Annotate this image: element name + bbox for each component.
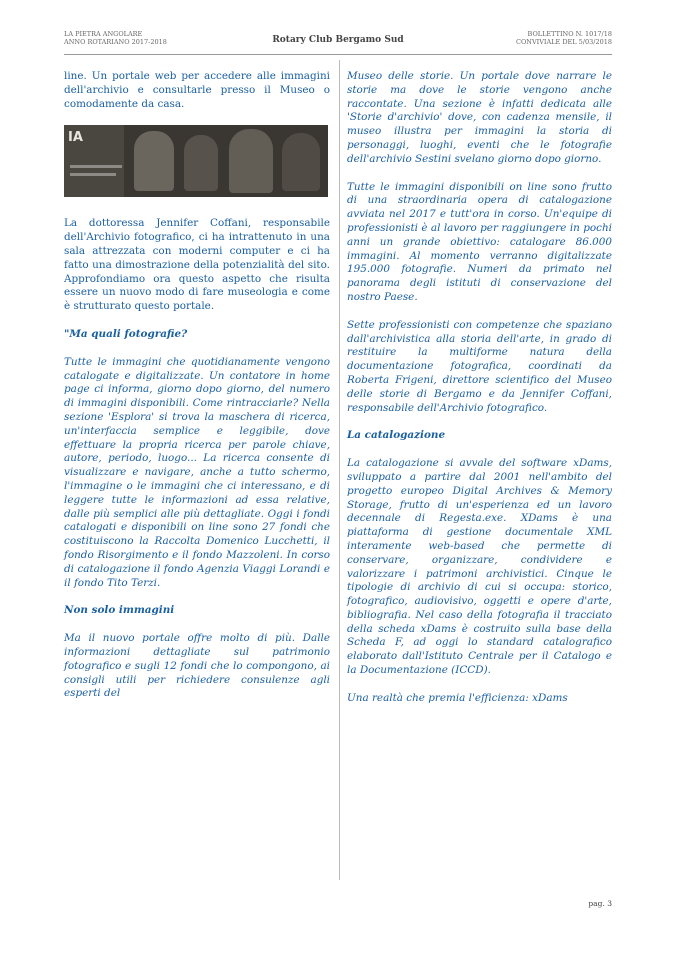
section-heading-fotografie: "Ma quali fotografie? xyxy=(64,327,188,340)
header-title: Rotary Club Bergamo Sud xyxy=(272,35,404,45)
header-left-line1: LA PIETRA ANGOLARE xyxy=(64,30,143,38)
right-paragraph-5: Una realtà che premia l'efficienza: xDams xyxy=(347,691,568,704)
archive-photo xyxy=(64,125,328,197)
right-paragraph-3: Sette professionisti con competenze che spaziano dall'archivistica alla storia dell'arte, in grado di restituire la multiforme natura della documentazione fotografica, coordinati da Roberta Frigeni, direttore scientifico del Museo delle storie di Bergamo e da Jennifer Coffani, responsabile dell'Archivio fotografico. xyxy=(347,318,612,414)
section-heading-immagini: Non solo immagini xyxy=(64,604,175,617)
left-paragraph-3: Tutte le immagini che quotidianamente vengono catalogate e digitalizzate. Un contatore in home page ci informa, giorno dopo giorno, del numero di immagini disponibili. Come rintracciarle? Nella sezione 'Esplora' si trova la maschera di ricerca, un'interfaccia semplice e leggibile, dove effettuare la propria ricerca per parole chiave, autore, periodo, luogo... La ricerca consente di visualizzare e navigare, anche a tutto schermo, l'immagine o le immagini che ci interessano, e di leggere tutte le informazioni ad essa relative, dalle più semplici alle più dettagliate. Oggi i fondi catalogati e disponibili on line sono 27 fondi che costituiscono la Raccolta Domenico Lucchetti, il fondo Risorgimento e il fondo Mazzoleni. In corso di catalogazione il fondo Agenzia Viaggi Lorandi e il fondo Tito Terzi. xyxy=(64,355,330,589)
page-header xyxy=(64,30,612,52)
left-paragraph-2: La dottoressa Jennifer Coffani, responsabile dell'Archivio fotografico, ci ha intrattenuto in una sala attrezzata con moderni computer e ci ha fatto una dimostrazione della potenzialità del sito. Approfondiamo ora questo aspetto che risulta essere un nuovo modo di fare museologia e come è strutturato questo portale. xyxy=(64,217,330,313)
header-left-line2: ANNO ROTARIANO 2017-2018 xyxy=(64,38,167,46)
header-right-line2: CONVIVIALE DEL 5/03/2018 xyxy=(515,38,612,46)
section-heading-catalogazione: La catalogazione xyxy=(347,429,446,442)
column-divider xyxy=(339,60,340,880)
header-right xyxy=(516,30,612,46)
right-paragraph-2: Tutte le immagini disponibili on line sono frutto di una straordinaria opera di catalogazione avviata nel 2017 e tutt'ora in corso. Un'equipe di professionisti è al lavoro per raggiungere in pochi anni un grande obiettivo: catalogare 86.000 immagini. Al momento verranno digitalizzate 195.000 fotografie. Numeri da primato nel panorama degli istituti di conservazione del nostro Paese. xyxy=(347,180,612,303)
left-column xyxy=(64,70,330,715)
header-right-line1: BOLLETTINO N. 1017/18 xyxy=(527,30,612,38)
left-paragraph-4: Ma il nuovo portale offre molto di più. Dalle informazioni dettagliate sul patrimonio fotografico e sugli 12 fondi che lo compongono, ai consigli utili per richiedere consulenze agli esperti del xyxy=(64,632,330,700)
left-paragraph-1: line. Un portale web per accedere alle immagini dell'archivio e consultarle presso il Museo o comodamente da casa. xyxy=(64,70,330,110)
right-paragraph-1: Museo delle storie. Un portale dove narrare le storie ma dove le storie vengono anche raccontate. Una sezione è infatti dedicata alle 'Storie d'archivio' dove, con cadenza mensile, il museo illustra per immagini la storia di personaggi, luoghi, eventi che le fotografie dell'archivio Sestini svelano giorno dopo giorno. xyxy=(347,70,612,165)
page-number: pag. 3 xyxy=(588,899,612,908)
right-column xyxy=(347,70,612,720)
right-paragraph-4: La catalogazione si avvale del software xDams, sviluppato a partire dal 2001 nell'ambito del progetto europeo Digital Archives & Memory Storage, frutto di un'esperienza ed un lavoro decennale di Regesta.exe. XDams è una piattaforma di gestione documentale XML interamente web-based che permette di conservare, organizzare, condividere e valorizzare i patrimoni archivistici. Cinque le tipologie di archivio di cui si occupa: storico, fotografico, audiovisivo, oggetti e opere d'arte, bibliografia. Nel caso della fotografia il tracciato della scheda xDams è costruito sulla base della Scheda F, ad oggi lo standard catalografico elaborato dall'Istituto Centrale per il Catalogo e la Documentazione (ICCD). xyxy=(347,457,612,677)
photo-caption: IA xyxy=(68,130,83,146)
header-rule xyxy=(64,54,612,55)
